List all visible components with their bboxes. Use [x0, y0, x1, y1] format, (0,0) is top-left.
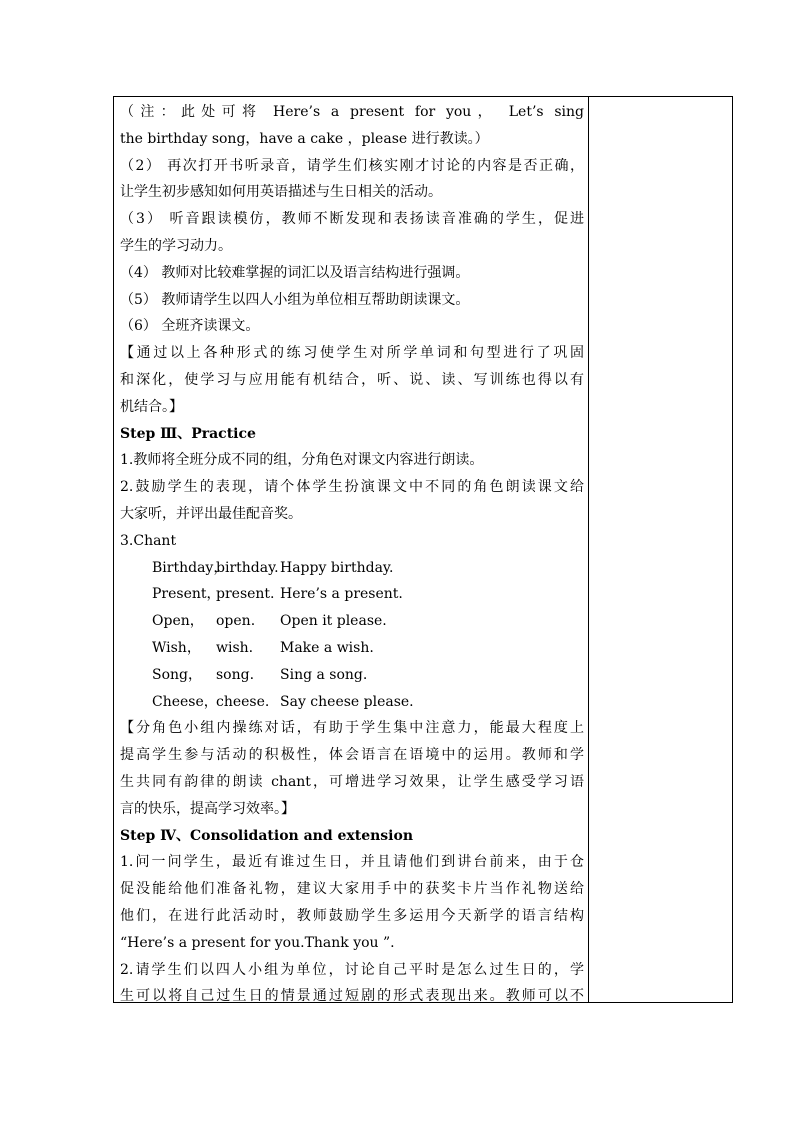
practice-item-2-cont: 大家听，并评出最佳配音奖。 — [120, 505, 302, 522]
consolidation-item-1-cont: 促没能给他们准备礼物，建议大家用手中的获奖卡片当作礼物送给 — [120, 881, 584, 898]
comment-line: 言的快乐，提高学习效率。】 — [120, 800, 295, 817]
step-item-3-cont: 学生的学习动力。 — [120, 237, 232, 254]
consolidation-item-2: 2.请学生们以四人小组为单位，讨论自己平时是怎么过生日的，学 — [120, 961, 584, 978]
practice-item-3: 3.Chant — [120, 532, 177, 549]
note-line: the birthday song，have a cake ，please 进行教读。） — [120, 130, 489, 147]
lesson-plan-table — [113, 96, 733, 1003]
chant-line: Song， song. Sing a song. — [152, 666, 368, 683]
comment-line: 机结合。】 — [120, 398, 183, 415]
step-item-2: （2） 再次打开书听录音，请学生们核实刚才讨论的内容是否正确， — [120, 157, 584, 174]
step-item-4: （4） 教师对比较难掌握的词汇以及语言结构进行强调。 — [120, 264, 470, 281]
consolidation-item-1-cont: “Here’s a present for you.Thank you ”. — [120, 934, 395, 951]
teaching-steps-cell — [120, 99, 584, 1010]
chant-line: Present，present. Here’s a present. — [152, 586, 403, 603]
note-line: （注：此处可将 Here’s a present for you， Let’s sing — [120, 104, 584, 120]
step-item-5: （5） 教师请学生以四人小组为单位相互帮助朗读课文。 — [120, 291, 470, 308]
comment-line: 【分角色小组内操练对话，有助于学生集中注意力，能最大程度上 — [120, 720, 584, 737]
section-heading-practice: Step Ⅲ、Practice — [120, 425, 256, 442]
consolidation-item-1-cont: 他们，在进行此活动时，教师鼓励学生多运用今天新学的语言结构 — [120, 907, 584, 924]
comment-line: 提高学生参与活动的积极性，体会语言在语境中的运用。教师和学 — [120, 747, 584, 764]
column-divider — [588, 97, 589, 1002]
chant-line: Open， open. Open it please. — [152, 613, 387, 630]
consolidation-item-1: 1.问一问学生，最近有谁过生日，并且请他们到讲台前来，由于仓 — [120, 854, 584, 871]
chant-line: Cheese，cheese. Say cheese please. — [152, 693, 414, 710]
step-item-3: （3） 听音跟读模仿，教师不断发现和表扬读音准确的学生，促进 — [120, 211, 584, 228]
comment-line: 生共同有韵律的朗读 chant，可增进学习效果，让学生感受学习语 — [120, 773, 584, 790]
step-item-6: （6） 全班齐读课文。 — [120, 318, 260, 335]
consolidation-item-2-cont: 生可以将自己过生日的情景通过短剧的形式表现出来。教师可以不 — [120, 988, 584, 1005]
section-heading-consolidation: Step Ⅳ、Consolidation and extension — [120, 827, 414, 844]
comment-line: 【通过以上各种形式的练习使学生对所学单词和句型进行了巩固 — [120, 345, 584, 362]
chant-line: Birthday，birthday.Happy birthday. — [152, 559, 394, 576]
practice-item-2: 2.鼓励学生的表现，请个体学生扮演课文中不同的角色朗读课文给 — [120, 479, 584, 496]
practice-item-1: 1.教师将全班分成不同的组，分角色对课文内容进行朗读。 — [120, 452, 484, 469]
chant-line: Wish， wish. Make a wish. — [152, 639, 374, 656]
comment-line: 和深化，使学习与应用能有机结合，听、说、读、写训练也得以有 — [120, 371, 584, 388]
step-item-2-cont: 让学生初步感知如何用英语描述与生日相关的活动。 — [120, 184, 442, 201]
